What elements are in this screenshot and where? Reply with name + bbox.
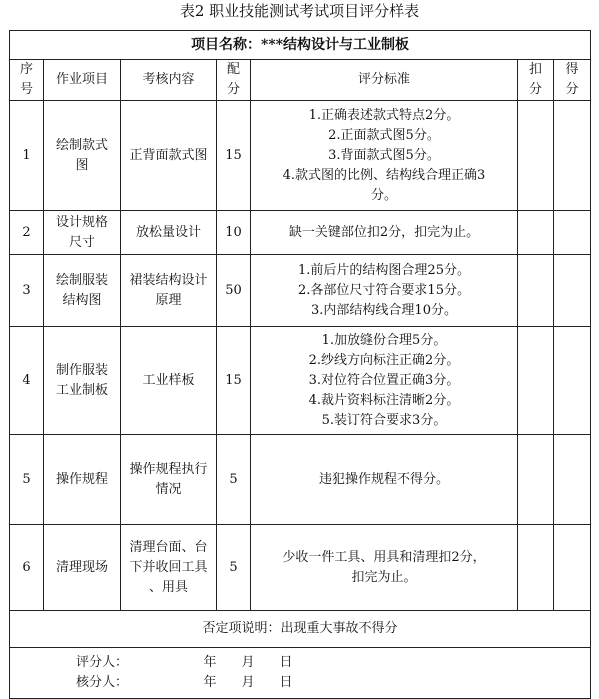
scoring-criteria <box>251 101 518 211</box>
table-row <box>10 255 591 327</box>
criteria-line: 1.正确表述款式特点2分。 <box>308 107 460 123</box>
score-gained-cell[interactable] <box>554 525 591 611</box>
year-label: 年 <box>203 655 217 670</box>
criteria-line: 少收一件工具、用具和清理扣2分， <box>282 549 486 565</box>
row-number: 1 <box>10 101 44 211</box>
deduction-cell[interactable] <box>518 255 554 327</box>
work-item-line: 绘制服装 <box>55 272 108 288</box>
scoring-criteria <box>251 211 518 255</box>
criteria-line: 扣完为止。 <box>351 569 417 585</box>
signature-block <box>10 648 591 699</box>
assessment-content-line: 原理 <box>155 292 182 308</box>
day-label: 日 <box>279 655 293 670</box>
signer-row <box>13 673 587 693</box>
work-item <box>44 525 121 611</box>
criteria-line: 4.款式图的比例、结构线合理正确3 <box>282 167 486 183</box>
assessment-content <box>121 101 217 211</box>
work-item-line: 操作规程 <box>55 471 108 487</box>
assessment-content-line: 情况 <box>155 481 182 497</box>
signer-row <box>13 653 587 673</box>
table-row <box>10 435 591 525</box>
header-no-line: 序 <box>19 62 33 77</box>
allotted-score: 15 <box>217 327 251 435</box>
assessment-content-line: 裙装结构设计 <box>129 272 208 288</box>
deduction-cell[interactable] <box>518 327 554 435</box>
criteria-line: 分。 <box>370 187 397 203</box>
work-item-line: 结构图 <box>62 292 102 308</box>
deduction-cell[interactable] <box>518 211 554 255</box>
header-no <box>10 60 44 101</box>
assessment-content <box>121 327 217 435</box>
project-title: 项目名称：***结构设计与工业制板 <box>10 31 591 60</box>
work-item-line: 图 <box>75 157 89 173</box>
scoring-criteria <box>251 255 518 327</box>
work-item-line: 工业制板 <box>55 382 108 398</box>
allotted-score: 50 <box>217 255 251 327</box>
criteria-line: 5.装订符合要求3分。 <box>321 412 447 428</box>
criteria-line: 3.对位符合位置正确3分。 <box>308 372 460 388</box>
assessment-content-line: 、用具 <box>148 579 188 595</box>
criteria-line: 1.前后片的结构图合理25分。 <box>298 262 470 278</box>
allotted-score: 5 <box>217 525 251 611</box>
allotted-score: 15 <box>217 101 251 211</box>
veto-note: 否定项说明：出现重大事故不得分 <box>10 611 591 648</box>
table-row <box>10 211 591 255</box>
assessment-content-line: 工业样板 <box>142 372 195 388</box>
criteria-line: 缺一关键部位扣2分，扣完为止。 <box>288 224 480 240</box>
criteria-line: 3.背面款式图5分。 <box>328 147 440 163</box>
criteria-line: 4.裁片资料标注清晰2分。 <box>308 392 460 408</box>
work-item-line: 绘制款式 <box>55 137 108 153</box>
work-item-line: 设计规格 <box>55 214 108 230</box>
row-number: 5 <box>10 435 44 525</box>
month-label: 月 <box>241 655 255 670</box>
allotted-score: 5 <box>217 435 251 525</box>
sign-date <box>191 653 305 673</box>
work-item-line: 清理现场 <box>55 559 108 575</box>
work-item-line: 制作服装 <box>55 362 108 378</box>
assessment-content <box>121 255 217 327</box>
row-number: 4 <box>10 327 44 435</box>
work-item <box>44 327 121 435</box>
score-gained-cell[interactable] <box>554 211 591 255</box>
table-row <box>10 525 591 611</box>
criteria-line: 2.各部位尺寸符合要求15分。 <box>298 282 470 298</box>
assessment-content <box>121 435 217 525</box>
table-caption: 表2 职业技能测试考试项目评分样表 <box>179 2 420 20</box>
header-deduct-line: 扣 <box>528 62 542 77</box>
allotted-score: 10 <box>217 211 251 255</box>
signer-label: 核分人： <box>75 675 128 690</box>
work-item <box>44 255 121 327</box>
criteria-line: 1.加放缝份合理5分。 <box>321 332 447 348</box>
header-no-line: 号 <box>19 82 33 97</box>
work-item-line: 尺寸 <box>68 234 95 250</box>
scoring-criteria <box>251 435 518 525</box>
assessment-content-line: 操作规程执行 <box>129 461 208 477</box>
row-number: 3 <box>10 255 44 327</box>
header-deduct-line: 分 <box>528 82 542 97</box>
header-score-line: 配 <box>226 62 240 77</box>
assessment-content-line: 下并收回工具 <box>129 559 208 575</box>
assessment-content-line: 放松量设计 <box>135 224 201 240</box>
table-row <box>10 327 591 435</box>
deduction-cell[interactable] <box>518 101 554 211</box>
criteria-line: 3.内部结构线合理10分。 <box>311 302 457 318</box>
criteria-line: 2.纱线方向标注正确2分。 <box>308 352 460 368</box>
criteria-line: 2.正面款式图5分。 <box>328 127 440 143</box>
score-rows <box>10 101 591 611</box>
row-number: 2 <box>10 211 44 255</box>
signer-label: 评分人： <box>75 655 128 670</box>
assessment-content-line: 清理台面、台 <box>129 539 208 555</box>
score-gained-cell[interactable] <box>554 327 591 435</box>
row-number: 6 <box>10 525 44 611</box>
day-label: 日 <box>279 675 293 690</box>
criteria-line: 违犯操作规程不得分。 <box>318 471 449 487</box>
month-label: 月 <box>241 675 255 690</box>
header-score-line: 分 <box>226 82 240 97</box>
sign-date <box>191 673 305 693</box>
score-gained-cell[interactable] <box>554 435 591 525</box>
score-sheet-table <box>9 30 591 699</box>
assessment-content-line: 正背面款式图 <box>129 147 208 163</box>
work-item <box>44 435 121 525</box>
header-item: 作业项目 <box>44 60 121 101</box>
scoring-criteria <box>251 525 518 611</box>
deduction-cell[interactable] <box>518 525 554 611</box>
assessment-content <box>121 525 217 611</box>
header-gain-line: 分 <box>565 82 579 97</box>
score-gained-cell[interactable] <box>554 255 591 327</box>
header-score <box>217 60 251 101</box>
assessment-content <box>121 211 217 255</box>
header-gain-line: 得 <box>565 62 579 77</box>
deduction-cell[interactable] <box>518 435 554 525</box>
scoring-criteria <box>251 327 518 435</box>
work-item <box>44 211 121 255</box>
table-row <box>10 101 591 211</box>
score-gained-cell[interactable] <box>554 101 591 211</box>
year-label: 年 <box>203 675 217 690</box>
work-item <box>44 101 121 211</box>
header-deduct <box>518 60 554 101</box>
header-criteria: 评分标准 <box>251 60 518 101</box>
header-gain <box>554 60 591 101</box>
header-content: 考核内容 <box>121 60 217 101</box>
